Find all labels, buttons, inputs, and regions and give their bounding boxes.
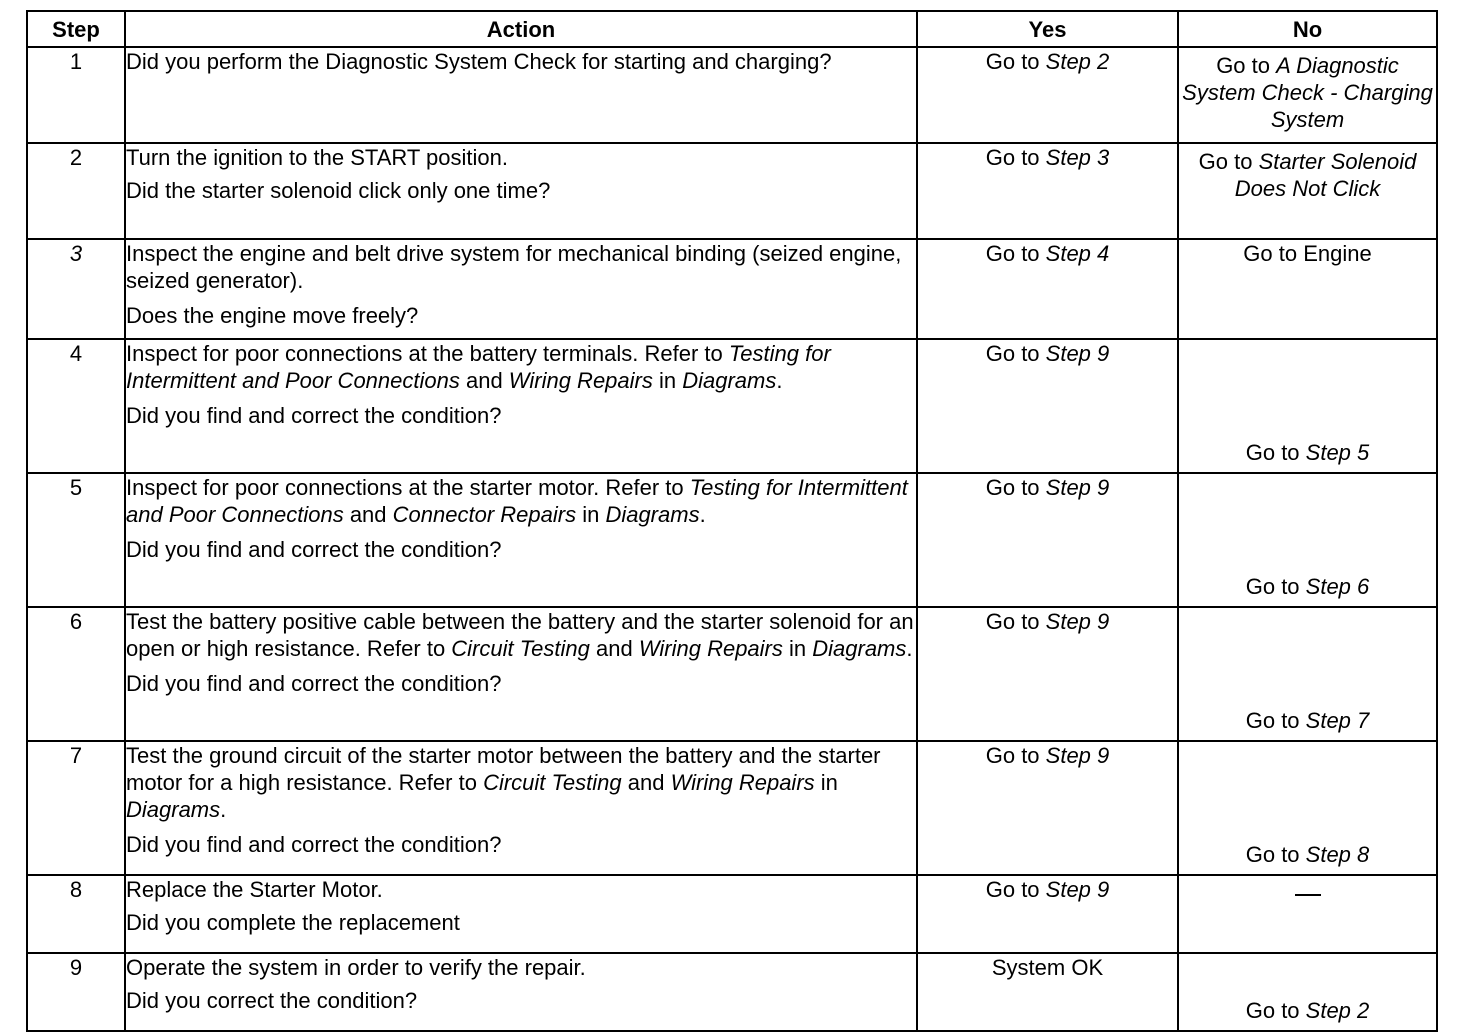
no-cell [1178, 473, 1437, 607]
reference-testing: Testing for Intermittent and Poor Connections [126, 475, 908, 527]
yes-cell [917, 953, 1178, 1031]
action-question: Did you find and correct the condition? [126, 832, 502, 857]
reference-diagrams: Diagrams [812, 636, 907, 661]
action-question: Did the starter solenoid click only one time? [126, 178, 551, 203]
no-prefix: Go to [1245, 998, 1306, 1023]
yes-prefix: Go to [985, 743, 1046, 768]
no-prefix: Go to [1245, 708, 1306, 733]
action-question: Did you correct the condition? [126, 988, 418, 1013]
table-row [27, 339, 1437, 473]
reference-testing: Testing for Intermittent and Poor Connections [126, 341, 831, 393]
yes-prefix: Go to [985, 49, 1046, 74]
header-yes: Yes [917, 11, 1178, 47]
table-header-row [27, 11, 1437, 47]
yes-cell [917, 473, 1178, 607]
no-prefix: Go to [1198, 149, 1259, 174]
yes-step-ref: Step 9 [1045, 609, 1110, 634]
no-step-ref: Step 2 [1305, 998, 1370, 1023]
no-prefix: Go to [1245, 440, 1306, 465]
action-text: Operate the system in order to verify the repair. [126, 955, 586, 980]
action-text: Test the ground circuit of the starter motor between the battery and the starter motor for a high resistance. Refer to Circuit Testing and Wiring Repairs in Diagrams. [126, 743, 881, 822]
table-row [27, 953, 1437, 1031]
diagnostic-table [26, 10, 1438, 1032]
step-number: 5 [27, 473, 125, 607]
no-step-ref: Step 8 [1305, 842, 1370, 867]
no-prefix: Go to [1245, 574, 1306, 599]
step-number: 4 [27, 339, 125, 473]
action-cell [125, 143, 917, 239]
reference-wiring-repairs: Wiring Repairs [670, 770, 815, 795]
action-cell [125, 607, 917, 741]
no-prefix: Go to [1216, 53, 1277, 78]
reference-diagrams: Diagrams [605, 502, 700, 527]
action-question: Does the engine move freely? [126, 303, 419, 328]
not-applicable-dash [1295, 894, 1321, 896]
action-cell [125, 239, 917, 339]
yes-prefix: Go to [985, 341, 1046, 366]
yes-prefix: System OK [991, 955, 1104, 980]
reference-diagrams: Diagrams [682, 368, 777, 393]
header-step: Step [27, 11, 125, 47]
action-text: Replace the Starter Motor. [126, 877, 383, 902]
reference-wiring-repairs: Wiring Repairs [508, 368, 653, 393]
action-cell [125, 339, 917, 473]
reference-circuit-testing: Circuit Testing [451, 636, 590, 661]
yes-cell [917, 239, 1178, 339]
yes-prefix: Go to [985, 877, 1046, 902]
table-row [27, 47, 1437, 143]
action-text: Inspect the engine and belt drive system for mechanical binding (seized engine, seized generator). [126, 241, 902, 293]
no-prefix: Go to Engine [1243, 241, 1372, 266]
yes-cell [917, 875, 1178, 953]
header-action: Action [125, 11, 917, 47]
no-step-ref: Starter Solenoid Does Not Click [1234, 149, 1417, 201]
no-cell [1178, 875, 1437, 953]
table-row [27, 607, 1437, 741]
yes-step-ref: Step 9 [1045, 475, 1110, 500]
step-number: 9 [27, 953, 125, 1031]
step-number: 1 [27, 47, 125, 143]
no-cell [1178, 239, 1437, 339]
yes-cell [917, 741, 1178, 875]
no-step-ref: Step 7 [1305, 708, 1370, 733]
action-text: Turn the ignition to the START position. [126, 145, 508, 170]
step-number: 8 [27, 875, 125, 953]
yes-step-ref: Step 4 [1045, 241, 1110, 266]
action-text: Did you perform the Diagnostic System Check for starting and charging? [126, 49, 832, 74]
yes-prefix: Go to [985, 145, 1046, 170]
table-row [27, 741, 1437, 875]
step-number: 7 [27, 741, 125, 875]
yes-cell [917, 143, 1178, 239]
reference-diagrams: Diagrams [126, 797, 221, 822]
yes-step-ref: Step 2 [1045, 49, 1110, 74]
yes-cell [917, 47, 1178, 143]
yes-step-ref: Step 9 [1045, 341, 1110, 366]
action-cell [125, 953, 917, 1031]
step-number: 2 [27, 143, 125, 239]
no-prefix: Go to [1245, 842, 1306, 867]
table-row [27, 143, 1437, 239]
yes-prefix: Go to [985, 241, 1046, 266]
step-number: 3 [27, 239, 125, 339]
yes-prefix: Go to [985, 609, 1046, 634]
action-cell [125, 473, 917, 607]
no-cell [1178, 143, 1437, 239]
yes-step-ref: Step 9 [1045, 743, 1110, 768]
no-cell [1178, 741, 1437, 875]
yes-cell [917, 607, 1178, 741]
step-number: 6 [27, 607, 125, 741]
action-text: Inspect for poor connections at the starter motor. Refer to Testing for Intermittent and Poor Connections and Connector Repairs in Diagrams. [126, 475, 908, 527]
no-step-ref: A Diagnostic System Check - Charging System [1182, 53, 1433, 132]
reference-circuit-testing: Circuit Testing [483, 770, 622, 795]
reference-wiring-repairs: Wiring Repairs [638, 636, 783, 661]
action-question: Did you find and correct the condition? [126, 537, 502, 562]
action-question: Did you find and correct the condition? [126, 671, 502, 696]
table-row [27, 875, 1437, 953]
no-cell [1178, 339, 1437, 473]
action-cell [125, 875, 917, 953]
table-row [27, 473, 1437, 607]
action-cell [125, 741, 917, 875]
no-cell [1178, 607, 1437, 741]
action-cell [125, 47, 917, 143]
yes-step-ref: Step 3 [1045, 145, 1110, 170]
yes-step-ref: Step 9 [1045, 877, 1110, 902]
yes-cell [917, 339, 1178, 473]
no-cell [1178, 953, 1437, 1031]
no-step-ref: Step 5 [1305, 440, 1370, 465]
action-question: Did you find and correct the condition? [126, 403, 502, 428]
no-step-ref: Step 6 [1305, 574, 1370, 599]
yes-prefix: Go to [985, 475, 1046, 500]
header-no: No [1178, 11, 1437, 47]
action-text: Inspect for poor connections at the battery terminals. Refer to Testing for Intermittent and Poor Connections and Wiring Repairs in Diagrams. [126, 341, 831, 393]
action-text: Test the battery positive cable between the battery and the starter solenoid for an open or high resistance. Refer to Circuit Testing and Wiring Repairs in Diagrams. [126, 609, 914, 661]
reference-connector-repairs: Connector Repairs [392, 502, 577, 527]
action-question: Did you complete the replacement [126, 910, 460, 935]
table-row [27, 239, 1437, 339]
no-cell [1178, 47, 1437, 143]
